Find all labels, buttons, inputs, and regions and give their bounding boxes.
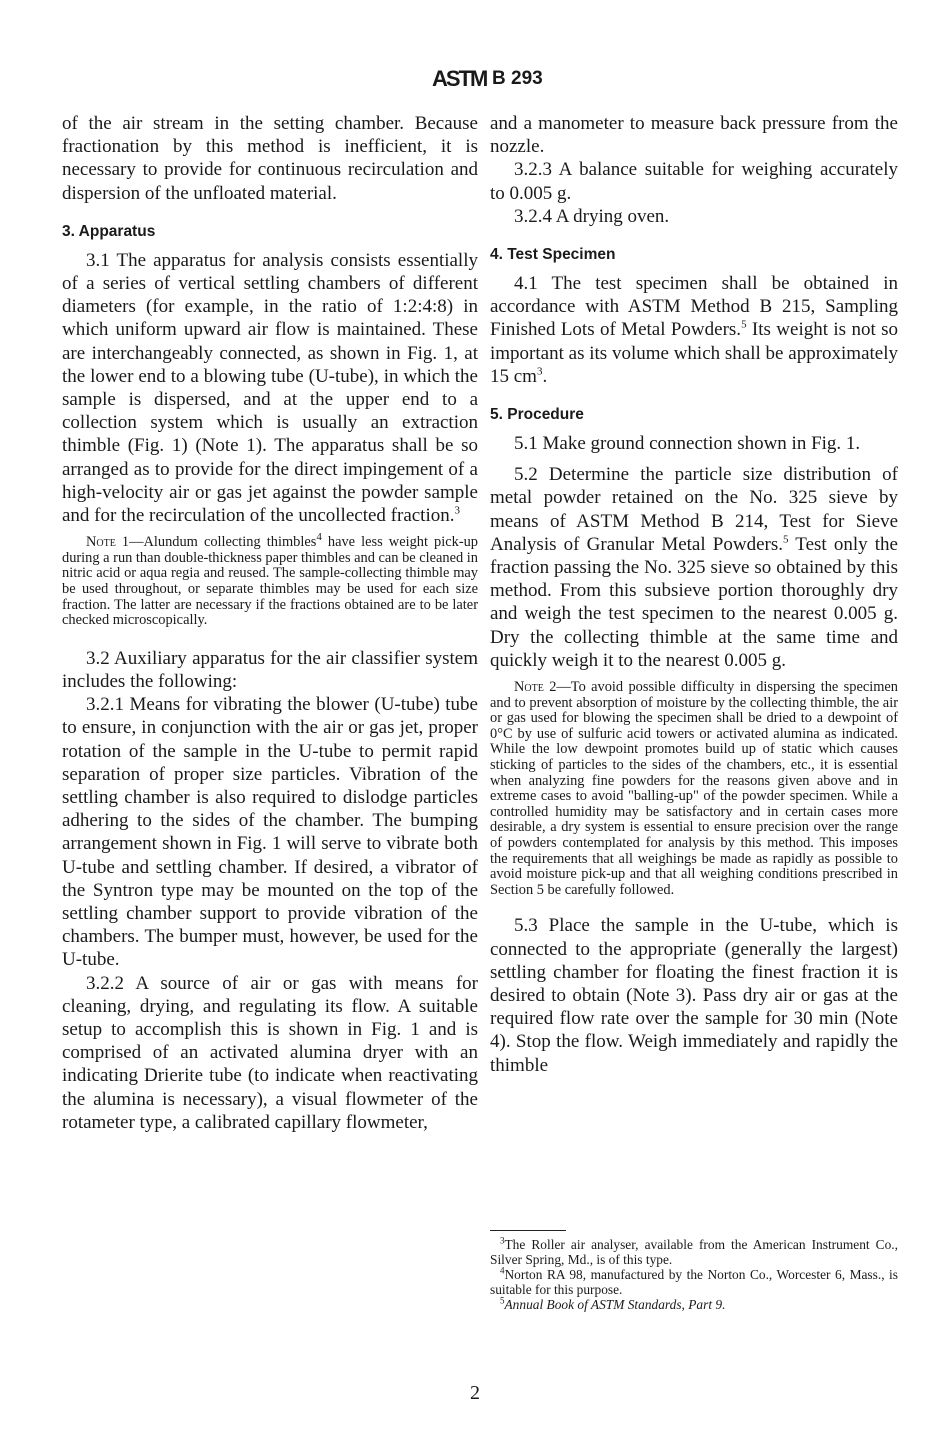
paragraph-4-1-text: 4.1 The test specimen shall be obtained in accordance with ASTM Method B 215, Sampling Finished Lots of Metal Powders.: [490, 273, 898, 341]
section-4-heading: 4. Test Specimen: [490, 246, 616, 264]
page-number: 2: [470, 1382, 480, 1404]
footnote-ref-5b: 5: [782, 533, 789, 546]
footnote-5: [490, 1297, 898, 1312]
paragraph-3-2-4: 3.2.4 A drying oven.: [514, 205, 670, 227]
footnote-3-mark: 3: [500, 1235, 505, 1246]
page-header: [0, 64, 950, 104]
astm-logo: ASTM: [432, 66, 487, 91]
paragraph-5-2-text-b: Test only the fraction passing the No. 325 sieve so obtained by this method. From this subsieve portion thoroughly dry and weigh the test specimen to the nearest 0.005 g. Dry the collecting thimble at the same time and quickly weigh it to the nearest 0.005 g.: [490, 533, 898, 671]
footnotes: [490, 1230, 898, 1312]
note-1-text: —Alundum collecting thimbles: [129, 534, 317, 551]
paragraph-3-2-3: 3.2.3 A balance suitable for weighing accurately to 0.005 g.: [490, 159, 898, 204]
footnote-ref-4: 4: [316, 531, 322, 544]
note-2-text: —To avoid possible difficulty in dispersing the specimen and to prevent absorption of moisture by the collecting thimble, the air or gas used for blowing the specimen shall be dried to a dewpoint of 0°C by use of sulfuric acid towers or activated alumina as indicated. While the low dewpoint promotes build up of static which causes sticking of particles to the sides of the chambers, etc., it is essential when analyzing fine powders for the reasons given above and in extreme cases to avoid "balling-up" of the powder specimen. While a controlled humidity may be satisfactory and in certain cases more desirable, a dry system is essential to ensure precision over the range of powders contemplated for analysis by this method. This imposes the requirements that all weighings be made as rapidly as possible to avoid moisture pick-up and that all weighing conditions prescribed in Section 5 be carefully followed.: [490, 679, 898, 898]
footnote-ref-3: 3: [454, 504, 460, 517]
note-2: [490, 680, 898, 898]
paragraph-4-1-text-c: .: [542, 365, 548, 387]
section-3-heading: 3. Apparatus: [62, 222, 156, 240]
footnote-3-text: The Roller air analyser, available from the American Instrument Co., Silver Spring, Md., is of this type.: [490, 1237, 898, 1267]
footnote-5-text: Annual Book of ASTM Standards, Part 9.: [504, 1297, 726, 1312]
paragraph-5-2: [490, 463, 898, 672]
paragraph-3-2-1: 3.2.1 Means for vibrating the blower (U-tube) tube to ensure, in conjunction with the air or gas jet, proper rotation of the sample in the U-tube to permit rapid separation of proper size particles. Vibration of the settling chamber is also required to dislodge particles adhering to the sides of the chamber. The bumping arrangement shown in Fig. 1 will serve to vibrate both U-tube and settling chamber. If desired, a vibrator of the Syntron type may be mounted on the top of the settling chamber support to provide vibration of the chambers. The bumper must, however, be used for the U-tube.: [62, 694, 478, 971]
continued-paragraph: and a manometer to measure back pressure from the nozzle.: [490, 113, 898, 158]
footnote-ref-5a: 5: [741, 319, 747, 332]
section-5-heading: 5. Procedure: [490, 406, 584, 424]
paragraph-3-2-2: 3.2.2 A source of air or gas with means for cleaning, drying, and regulating its flow. A suitable setup to accomplish this is shown in Fig. 1 and is comprised of an activated alumina dryer with an indicating Drierite tube (to indicate when reactivating the alumina is necessary), a visual flowmeter of the rotameter type, a calibrated capillary flowmeter,: [62, 972, 478, 1133]
note-1: [62, 531, 478, 629]
footnote-3: [490, 1237, 898, 1267]
cubic-exponent: 3: [536, 365, 543, 378]
note-1-text-cont: have less weight pick-up during a run than double-thickness paper thimbles and can be cleaned in nitric acid or aqua regia and reused. The sample-collecting thimble may be used throughout, or separate thimbles may be used for each size fraction. The latter are necessary if the fractions obtained are to be later checked microscopically.: [62, 534, 478, 629]
paragraph-4-1-text-b: Its weight is not so important as its volume which shall be approximately 15 cm: [490, 319, 898, 387]
paragraph-3-1-text: 3.1 The apparatus for analysis consists essentially of a series of vertical settling chambers of different diameters (for example, in the ratio of 1:2:4:8) in which uniform upward air flow is maintained. These are interchangeably connected, as shown in Fig. 1, at the lower end to a blowing tube (U-tube), in which the sample is dispersed, and at the upper end to a collection system which is usually an extraction thimble (Fig. 1) (Note 1). The apparatus shall be so arranged as to provide for the direct impingement of a high-velocity air or gas jet against the powder sample and for the recirculation of the uncollected fraction.: [62, 249, 478, 527]
paragraph-5-1: 5.1 Make ground connection shown in Fig. 1.: [514, 433, 861, 455]
paragraph-5-3: 5.3 Place the sample in the U-tube, which is connected to the appropriate (generally the largest) settling chamber for floating the finest fraction it is desired to obtain (Note 3). Pass dry air or gas at the required flow rate over the sample for 30 min (Note 4). Stop the flow. Weigh immediately and rapidly the thimble: [490, 915, 898, 1076]
footnote-4-text: Norton RA 98, manufactured by the Norton Co., Worcester 6, Mass., is suitable for this purpose.: [490, 1267, 898, 1297]
note-1-label: Note 1: [86, 534, 130, 551]
footnote-4: [490, 1267, 898, 1297]
note-2-label: Note 2: [514, 679, 557, 696]
left-column: [62, 112, 478, 1134]
standard-designation: B 293: [492, 68, 543, 89]
footnote-4-mark: 4: [500, 1265, 505, 1276]
paragraph-3-1: [62, 249, 478, 527]
paragraph-5-2-text: 5.2 Determine the particle size distribution of metal powder retained on the No. 325 sieve by means of ASTM Method B 214, Test for Sieve Analysis of Granular Metal Powders.: [490, 464, 898, 555]
paragraph-3-2: 3.2 Auxiliary apparatus for the air classifier system includes the following:: [62, 647, 478, 693]
footnote-rule: [490, 1230, 566, 1231]
intro-paragraph: of the air stream in the setting chamber. Because fractionation by this method is inefficient, it is necessary to provide for continuous recirculation and dispersion of the unfloated material.: [62, 113, 478, 204]
footnote-5-mark: 5: [500, 1295, 505, 1306]
paragraph-4-1: [490, 272, 898, 388]
right-column: [490, 112, 898, 1077]
